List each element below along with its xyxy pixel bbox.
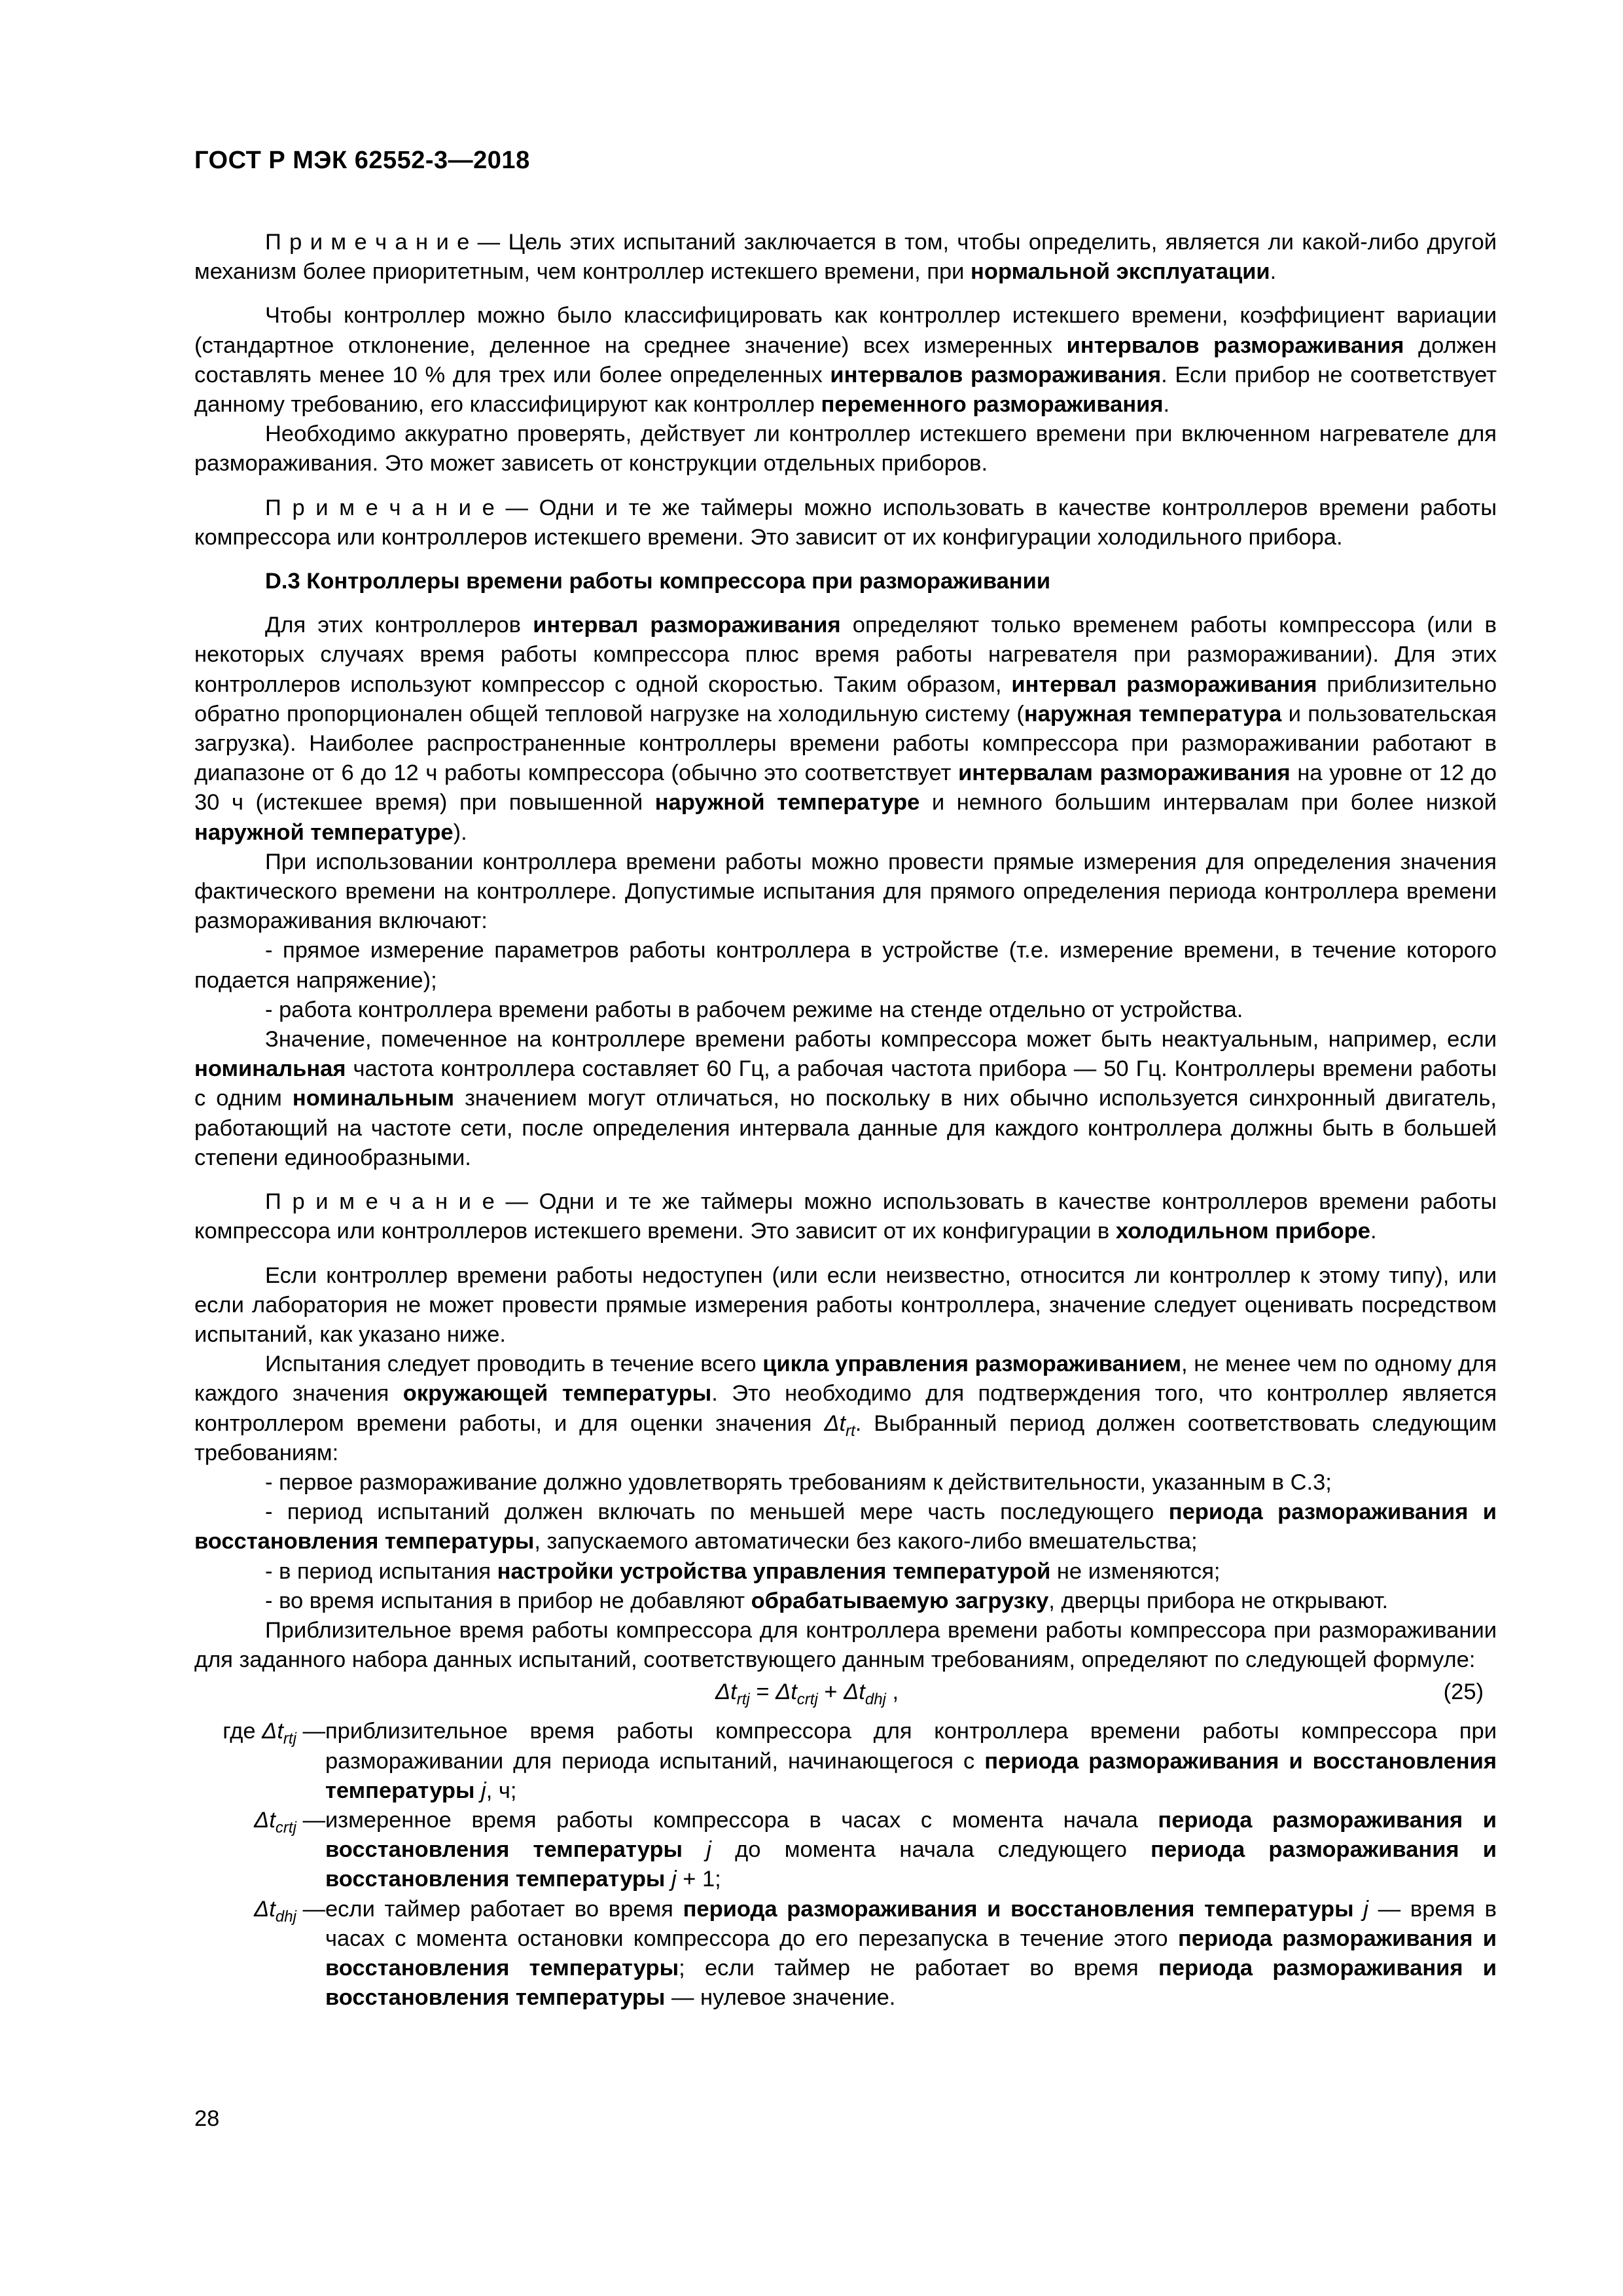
- list-item: - в период испытания настройки устройства управления температурой не изменяются;: [265, 1558, 1221, 1584]
- note-label: П р и м е ч а н и е: [265, 495, 495, 520]
- note-label: П р и м е ч а н и е: [265, 230, 470, 255]
- definition-term: $\Delta t_{crtj}$ —: [254, 1807, 325, 1837]
- list-item: - прямое измерение параметров работы контроллера в устройстве (т.е. измерение времени, в течение которого подается напряжение);: [194, 938, 1497, 993]
- definition-term: $\Delta t_{dhj}$ —: [254, 1896, 325, 1926]
- formula-25: [194, 1677, 1497, 1710]
- paragraph-formula-intro: Приблизительное время работы компрессора для контроллера времени работы компрессора при размораживании для заданного набора данных испытаний, соответствующего данным требованиям, определяют по следующей формуле:: [194, 1617, 1497, 1673]
- section-heading: D.3 Контроллеры времени работы компрессора при размораживании: [265, 569, 1051, 594]
- list-item: - во время испытания в прибор не добавляют обрабатываемую загрузку, дверцы прибора не открывают.: [265, 1588, 1389, 1613]
- definition-text: если таймер работает во время периода размораживания и восстановления температуры j — время в часах с момента остановки компрессора до его перезапуска в течение этого периода размораживания и восстановления температуры; если таймер не работает во время периода размораживания и восстановления температуры — нулевое значение.: [325, 1896, 1497, 2011]
- definition-text: измеренное время работы компрессора в часах с момента начала периода размораживания и восстановления температуры j до момента начала следующего периода размораживания и восстановления температуры j + 1;: [325, 1807, 1497, 1892]
- list-item: - первое размораживание должно удовлетворять требованиям к действительности, указанным в С.3;: [265, 1469, 1332, 1495]
- note-1: П р и м е ч а н и е — Цель этих испытаний заключается в том, чтобы определить, является ли какой-либо другой механизм более приоритетным, чем контроллер истекшего времени, при нормальной эксплуатации.: [194, 230, 1497, 285]
- note-3: П р и м е ч а н и е — Одни и те же таймеры можно использовать в качестве контроллеров времени работы компрессора или контроллеров истекшего времени. Это зависит от их конфигурации в холодильном приборе.: [194, 1189, 1497, 1244]
- definition-text: приблизительное время работы компрессора для контроллера времени работы компрессора при размораживании для периода испытаний, начинающегося с периода размораживания и восстановления температуры j, ч;: [325, 1719, 1497, 1803]
- page-number: 28: [194, 2106, 220, 2131]
- definition-crtj: [194, 1806, 1497, 1895]
- definition-dhj: [194, 1895, 1497, 2013]
- paragraph-heater-check: Необходимо аккуратно проверять, действует ли контроллер истекшего времени при включенном нагревателе для размораживания. Это может зависеть от конструкции отдельных приборов.: [194, 422, 1497, 476]
- page-content: [194, 228, 1497, 2013]
- note-label: П р и м е ч а н и е: [265, 1189, 495, 1215]
- paragraph-classification: Чтобы контроллер можно было классифицировать как контроллер истекшего времени, коэффициент вариации (стандартное отклонение, деленное на среднее значение) всех измеренных интервалов размораживания должен составлять менее 10 % для трех или более определенных интервалов размораживания. Если прибор не соответствует данному требованию, его классифицируют как контроллер переменного размораживания.: [194, 303, 1497, 418]
- standard-header: ГОСТ Р МЭК 62552-3—2018: [194, 147, 530, 174]
- definition-rtj: [194, 1717, 1497, 1806]
- paragraph-direct-measurement: При использовании контроллера времени работы можно провести прямые измерения для определения значения фактического времени на контроллере. Допустимые испытания для прямого определения периода контроллера времени размораживания включают:: [194, 849, 1497, 934]
- formula-definitions: [194, 1717, 1497, 2013]
- definition-term: где $\Delta t_{rtj}$ —: [223, 1719, 325, 1748]
- paragraph-defrost-interval: Для этих контроллеров интервал размораживания определяют только временем работы компрессора (или в некоторых случаях время работы компрессора плюс время работы нагревателя при размораживании). Для этих контроллеров используют компрессор с одной скоростью. Таким образом, интервал размораживания приблизительно обратно пропорционален общей тепловой нагрузке на холодильную систему (наружная температура и пользовательская загрузка). Наиболее распространенные контроллеры времени работы компрессора при размораживании работают в диапазоне от 6 до 12 ч работы компрессора (обычно это соответствует интервалам размораживания на уровне от 12 до 30 ч (истекшее время) при повышенной наружной температуре и немного большим интервалам при более низкой наружной температуре).: [194, 613, 1497, 845]
- formula-number: (25): [1443, 1679, 1484, 1705]
- list-item: - работа контроллера времени работы в рабочем режиме на стенде отдельно от устройства.: [265, 997, 1243, 1022]
- note-2: П р и м е ч а н и е — Одни и те же таймеры можно использовать в качестве контроллеров времени работы компрессора или контроллеров истекшего времени. Это зависит от их конфигурации холодильного прибора.: [194, 495, 1497, 550]
- list-item: - период испытаний должен включать по меньшей мере часть последующего периода размораживания и восстановления температуры, запускаемого автоматически без какого-либо вмешательства;: [194, 1499, 1497, 1554]
- paragraph-unavailable-controller: Если контроллер времени работы недоступен (или если неизвестно, относится ли контроллер к этому типу), или если лаборатория не может провести прямые измерения работы контроллера, значение следует оценивать посредством испытаний, как указано ниже.: [194, 1263, 1497, 1347]
- formula-expression: $\Delta t_{rtj} = \Delta t_{crtj} + \Delta t_{dhj}$ ,: [715, 1679, 899, 1709]
- paragraph-nominal-frequency: Значение, помеченное на контроллере времени работы компрессора может быть неактуальным, например, если номинальная частота контроллера составляет 60 Гц, а рабочая частота прибора — 50 Гц. Контроллеры времени работы с одним номинальным значением могут отличаться, но поскольку в них обычно используется синхронный двигатель, работающий на частоте сети, после определения интервала данные для каждого контроллера должны быть в большей степени единообразными.: [194, 1027, 1497, 1170]
- paragraph-test-cycle: Испытания следует проводить в течение всего цикла управления размораживанием, не менее чем по одному для каждого значения окружающей температуры. Это необходимо для подтверждения того, что контроллер является контроллером времени работы, и для оценки значения $\Delta t_{rt}$. Выбранный период должен соответствовать следующим требованиям:: [194, 1352, 1497, 1465]
